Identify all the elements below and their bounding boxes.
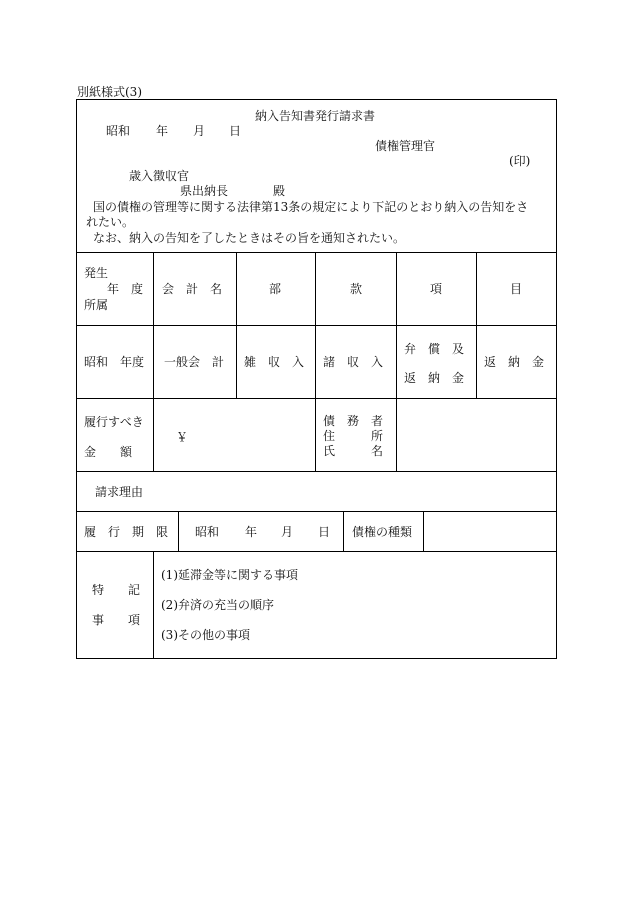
body-line-1: 国の債権の管理等に関する法律第13条の規定により下記のとおり納入の告知をさ bbox=[93, 200, 529, 214]
deadline-day: 日 bbox=[318, 525, 331, 539]
table-col-rule bbox=[236, 252, 237, 325]
special-item-1: (1)延滞金等に関する事項 bbox=[161, 568, 298, 582]
table-rule bbox=[76, 325, 557, 326]
amount-label-1: 履行すべき bbox=[84, 415, 144, 429]
special-item-3: (3)その他の事項 bbox=[161, 628, 250, 642]
table-rule bbox=[76, 511, 557, 512]
deadline-label: 履 行 期 限 bbox=[84, 525, 169, 539]
table-col-rule bbox=[315, 398, 316, 471]
header-moku: 目 bbox=[510, 282, 523, 296]
deadline-year: 年 bbox=[245, 525, 258, 539]
table-rule bbox=[76, 471, 557, 472]
date-month: 月 bbox=[193, 124, 206, 138]
debtor-label: 債 務 者 bbox=[323, 414, 384, 428]
header-account-name: 会 計 名 bbox=[162, 282, 223, 296]
table-col-rule bbox=[315, 252, 316, 325]
header-kou: 項 bbox=[430, 282, 443, 296]
table-rule bbox=[76, 551, 557, 552]
honorific: 殿 bbox=[273, 184, 286, 198]
table-col-rule bbox=[236, 325, 237, 398]
date-day: 日 bbox=[229, 124, 242, 138]
document-title: 納入告知書発行請求書 bbox=[255, 109, 376, 123]
receiver: 歳入徴収官 bbox=[129, 169, 190, 183]
table-col-rule bbox=[423, 511, 424, 551]
table-col-rule bbox=[315, 325, 316, 398]
header-kan: 款 bbox=[350, 282, 363, 296]
body-line-2: れたい。 bbox=[86, 215, 135, 229]
header-bu: 部 bbox=[269, 282, 282, 296]
seal-mark: (印) bbox=[509, 154, 531, 168]
cell-misc-income: 雑 収 入 bbox=[244, 355, 305, 369]
cell-general-account: 一般会 計 bbox=[164, 355, 225, 369]
cell-era-year: 昭和 年度 bbox=[84, 355, 145, 369]
form-frame bbox=[76, 99, 557, 659]
table-col-rule bbox=[153, 252, 154, 398]
table-col-rule bbox=[178, 511, 179, 551]
amount-label-2: 金 額 bbox=[84, 445, 133, 459]
header-fiscal-year: 年 度 bbox=[107, 282, 144, 296]
table-col-rule bbox=[396, 398, 397, 471]
table-col-rule bbox=[476, 325, 477, 398]
date-year: 年 bbox=[156, 124, 169, 138]
body-line-3: なお、納入の告知を了したときはその旨を通知されたい。 bbox=[93, 231, 406, 245]
special-label-2: 事 項 bbox=[92, 613, 141, 627]
creditor-manager: 債権管理官 bbox=[375, 139, 436, 153]
deadline-era: 昭和 bbox=[195, 525, 220, 539]
cell-various-income: 諸 収 入 bbox=[323, 355, 384, 369]
table-rule bbox=[76, 252, 557, 253]
header-occurrence: 発生 bbox=[84, 266, 109, 280]
special-label-1: 特 記 bbox=[92, 583, 141, 597]
request-reason-label: 請求理由 bbox=[95, 485, 144, 499]
cell-refund: 返 納 金 bbox=[484, 355, 545, 369]
table-col-rule bbox=[153, 398, 154, 471]
date-era: 昭和 bbox=[106, 124, 131, 138]
special-item-2: (2)弁済の充当の順序 bbox=[161, 598, 274, 612]
deadline-month: 月 bbox=[281, 525, 294, 539]
debtor-address-label: 住 所 bbox=[323, 429, 384, 443]
table-rule bbox=[76, 398, 557, 399]
table-col-rule bbox=[396, 325, 397, 398]
cell-repay-line1: 弁 償 及 bbox=[404, 342, 465, 356]
table-col-rule bbox=[343, 511, 344, 551]
table-col-rule bbox=[153, 551, 154, 659]
yen-sign: ￥ bbox=[176, 430, 189, 444]
credit-kind-label: 債権の種類 bbox=[352, 525, 413, 539]
prefecture-treasurer: 県出納長 bbox=[180, 184, 229, 198]
table-col-rule bbox=[396, 252, 397, 325]
table-col-rule bbox=[476, 252, 477, 325]
debtor-name-label: 氏 名 bbox=[323, 444, 384, 458]
cell-repay-line2: 返 納 金 bbox=[404, 371, 465, 385]
form-label: 別紙様式(3) bbox=[77, 85, 142, 99]
header-department: 所属 bbox=[84, 298, 109, 312]
